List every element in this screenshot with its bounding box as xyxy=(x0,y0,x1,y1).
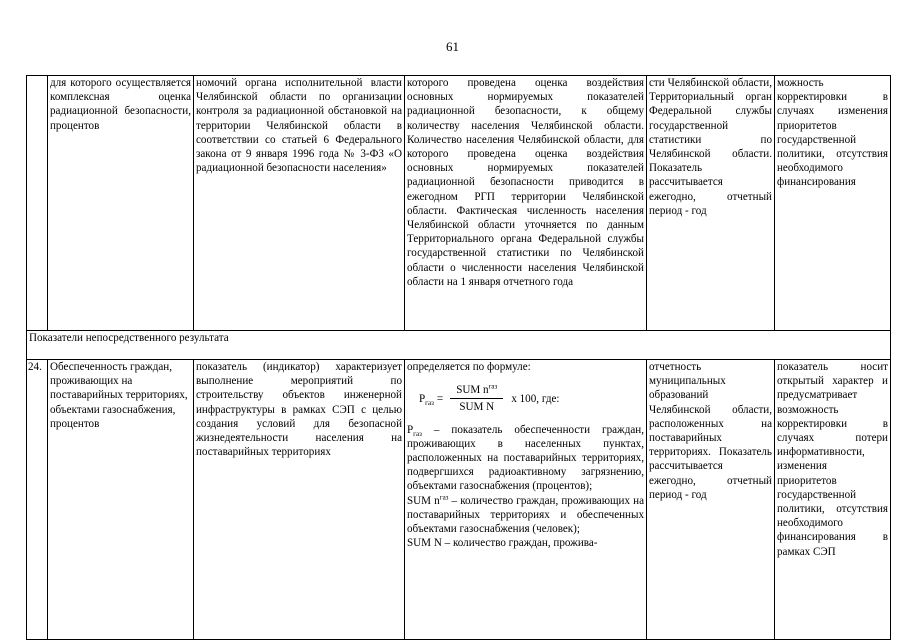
definition-symbol: P xyxy=(407,423,414,436)
formula xyxy=(407,383,644,414)
formula-tail: x 100, где: xyxy=(511,392,560,405)
row-number-cell xyxy=(27,76,48,331)
calculation-method-cell: которого проведена оценка воздействия основных нормируемых показателей радиационной безопасности, к общему количеству населения Челябинской области. Количество населения Челябинской области, для которого проведена оценка воздействия основных нормируемых показателей радиационной безопасности приводится в ежегодном РГП территории Челябинской области. Фактическая численность населения Челябинской области уточняется по данным Территориального органа Федеральной службы государственной статистики по Челябинской области о численности населения Челябинской области на 1 января отчетного года xyxy=(405,76,647,331)
formula-numerator: SUM $n^{газ}$ xyxy=(450,383,503,399)
indicator-name-cell: для которого осуществляется комплексная оценка радиационной безопасности, процентов xyxy=(48,76,194,331)
formula-definitions xyxy=(407,423,644,551)
formula-fraction xyxy=(450,383,503,414)
formula-intro: определяется по формуле: xyxy=(407,361,531,373)
calculation-method-cell xyxy=(405,360,647,640)
definition-symbol: SUM N xyxy=(407,537,442,550)
formula-definition xyxy=(407,536,644,550)
table-row-continued xyxy=(27,76,891,331)
section-header-row xyxy=(27,331,891,360)
notes-cell: показатель носит открытый характер и предусматривает возможность корректировки в случаях потери информативности, изменения приоритетов государственной политики, отсутствия необходимого финансирования в рамках СЭП xyxy=(775,360,891,640)
formula-definition: $P_{газ}$ – показатель обеспеченности граждан, проживающих в населенных пунктах, расположенных на поставарийных территориях, подвергшихся радиоактивному загрязнению, объектами газоснабжения (процентов); xyxy=(407,423,644,493)
indicator-characteristic-cell: номочий органа исполнительной власти Челябинской области по организации контроля за радиационной обстановкой на территории Челябинской области в соответствии со статьей 6 Федерального закона от 9 января 1996 года № 3-ФЗ «О радиационной безопасности населения» xyxy=(194,76,405,331)
indicator-characteristic-cell: показатель (индикатор) характеризует выполнение мероприятий по строительству объектов инженерной инфраструктуры в рамках СЭП с целью создания условий для безопасной жизнедеятельности населения на поставарийных территориях xyxy=(194,360,405,640)
definition-text: – показатель обеспеченности граждан, проживающих в населенных пунктах, расположенных на поставарийных территориях, подвергшихся радиоактивному загрязнению, объектами газоснабжения (процентов); xyxy=(407,423,644,493)
formula-definition: SUM $n^{газ}$ – количество граждан, проживающих на поставарийных территориях и обеспеченных объектами газоснабжения (человек); xyxy=(407,492,644,536)
definition-text: – количество граждан, проживающих на поставарийных территориях и обеспеченных объектами газоснабжения (человек); xyxy=(407,494,644,536)
definition-symbol: SUM n xyxy=(407,494,440,507)
table-row-24 xyxy=(27,360,891,640)
section-header: Показатели непосредственного результата xyxy=(27,331,891,360)
page-number: 61 xyxy=(446,39,459,54)
data-source-cell: сти Челябинской области, Территориальный орган Федеральной службы государственной статистики по Челябинской области. Показатель рассчитывается ежегодно, отчетный период - год xyxy=(647,76,775,331)
formula-lhs: $P_{газ}$ xyxy=(419,392,434,408)
formula-equals: = xyxy=(436,392,444,405)
notes-cell: можность корректировки в случаях изменения приоритетов государственной политики, отсутствия необходимого финансирования xyxy=(775,76,891,331)
formula-denominator: SUM N xyxy=(459,401,495,414)
indicator-name-cell: Обеспеченность граждан, проживающих на поставарийных территориях, объектами газоснабжения, процентов xyxy=(48,360,194,640)
data-source-cell: отчетность муниципальных образований Челябинской области, расположенных на поставарийных территориях. Показатель рассчитывается ежегодно, отчетный период - год xyxy=(647,360,775,640)
row-number-cell: 24. xyxy=(27,360,48,640)
indicators-table xyxy=(26,75,891,640)
definition-text: – количество граждан, прожива- xyxy=(441,537,598,550)
